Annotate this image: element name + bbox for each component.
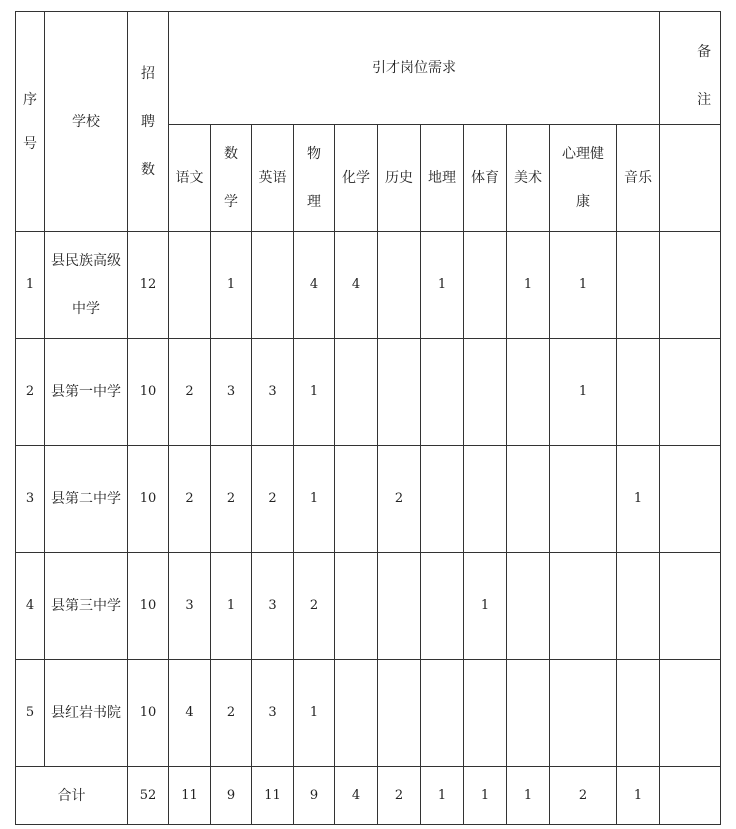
row-subject-value [550, 446, 617, 553]
row-recruit-count: 10 [128, 339, 169, 446]
total-subject-value: 9 [211, 767, 252, 825]
row-subject-value [507, 446, 550, 553]
row-seq: 2 [16, 339, 45, 446]
total-remark [660, 767, 721, 825]
row-subject-value [421, 446, 464, 553]
row-subject-value: 1 [211, 232, 252, 339]
subject-header: 物理 [294, 125, 335, 232]
row-recruit-count: 10 [128, 553, 169, 660]
row-subject-value: 1 [617, 446, 660, 553]
row-subject-value: 3 [252, 660, 294, 767]
subject-header: 音乐 [617, 125, 660, 232]
row-subject-value [378, 339, 421, 446]
row-subject-value [617, 339, 660, 446]
row-remark [660, 660, 721, 767]
subject-header: 历史 [378, 125, 421, 232]
row-seq: 4 [16, 553, 45, 660]
table-row [16, 339, 721, 446]
row-subject-value [507, 339, 550, 446]
row-subject-value: 1 [294, 339, 335, 446]
row-subject-value [617, 232, 660, 339]
total-subject-value: 1 [464, 767, 507, 825]
row-recruit-count: 10 [128, 446, 169, 553]
row-subject-value [507, 660, 550, 767]
row-subject-value [252, 232, 294, 339]
header-school: 学校 [45, 12, 128, 232]
row-subject-value [421, 553, 464, 660]
subject-header: 体育 [464, 125, 507, 232]
row-subject-value: 2 [378, 446, 421, 553]
row-remark [660, 553, 721, 660]
row-subject-value: 2 [169, 446, 211, 553]
row-subject-value: 4 [335, 232, 378, 339]
table-row [16, 660, 721, 767]
row-subject-value: 3 [252, 553, 294, 660]
row-subject-value: 4 [169, 660, 211, 767]
subject-header-remark-blank [660, 125, 721, 232]
row-subject-value: 1 [421, 232, 464, 339]
row-subject-value [378, 660, 421, 767]
row-subject-value [550, 660, 617, 767]
row-subject-value [617, 553, 660, 660]
total-subject-value: 1 [507, 767, 550, 825]
row-subject-value [464, 339, 507, 446]
row-school: 县民族高级中学 [45, 232, 128, 339]
row-recruit-count: 12 [128, 232, 169, 339]
subject-header: 数学 [211, 125, 252, 232]
total-subject-value: 2 [378, 767, 421, 825]
row-subject-value [617, 660, 660, 767]
row-subject-value [421, 660, 464, 767]
row-subject-value: 1 [464, 553, 507, 660]
row-school: 县第三中学 [45, 553, 128, 660]
header-row-1 [16, 12, 721, 125]
row-subject-value: 3 [211, 339, 252, 446]
row-subject-value: 3 [169, 553, 211, 660]
row-subject-value: 2 [211, 660, 252, 767]
row-remark [660, 232, 721, 339]
total-label: 合计 [16, 767, 128, 825]
header-recruit-count: 招聘数 [128, 12, 169, 232]
row-subject-value [550, 553, 617, 660]
row-subject-value [507, 553, 550, 660]
row-subject-value: 1 [294, 660, 335, 767]
subject-header: 美术 [507, 125, 550, 232]
row-subject-value: 1 [507, 232, 550, 339]
total-subject-value: 11 [169, 767, 211, 825]
row-subject-value [335, 339, 378, 446]
row-seq: 1 [16, 232, 45, 339]
total-subject-value: 11 [252, 767, 294, 825]
row-subject-value [169, 232, 211, 339]
header-remark: 备注 [660, 12, 721, 125]
header-seq: 序号 [16, 12, 45, 232]
total-subject-value: 1 [617, 767, 660, 825]
total-subject-value: 2 [550, 767, 617, 825]
row-subject-value: 1 [211, 553, 252, 660]
row-recruit-count: 10 [128, 660, 169, 767]
row-seq: 5 [16, 660, 45, 767]
table-row [16, 553, 721, 660]
recruitment-table [15, 11, 721, 825]
row-subject-value: 2 [211, 446, 252, 553]
table-row [16, 446, 721, 553]
row-subject-value [378, 232, 421, 339]
subject-header: 地理 [421, 125, 464, 232]
total-row [16, 767, 721, 825]
row-subject-value: 4 [294, 232, 335, 339]
row-subject-value [464, 446, 507, 553]
row-subject-value [464, 660, 507, 767]
row-subject-value: 1 [550, 339, 617, 446]
row-remark [660, 446, 721, 553]
row-subject-value: 2 [169, 339, 211, 446]
row-subject-value: 3 [252, 339, 294, 446]
subject-header: 语文 [169, 125, 211, 232]
row-subject-value: 1 [550, 232, 617, 339]
table-row [16, 232, 721, 339]
row-subject-value: 2 [294, 553, 335, 660]
row-school: 县第二中学 [45, 446, 128, 553]
row-school: 县红岩书院 [45, 660, 128, 767]
subject-header: 化学 [335, 125, 378, 232]
row-subject-value [335, 553, 378, 660]
row-seq: 3 [16, 446, 45, 553]
row-subject-value [421, 339, 464, 446]
total-subject-value: 9 [294, 767, 335, 825]
row-subject-value [335, 660, 378, 767]
row-remark [660, 339, 721, 446]
subject-header: 心理健康 [550, 125, 617, 232]
row-subject-value [378, 553, 421, 660]
total-subject-value: 1 [421, 767, 464, 825]
total-count: 52 [128, 767, 169, 825]
total-subject-value: 4 [335, 767, 378, 825]
row-subject-value: 2 [252, 446, 294, 553]
subject-header: 英语 [252, 125, 294, 232]
row-subject-value [335, 446, 378, 553]
row-school: 县第一中学 [45, 339, 128, 446]
row-subject-value [464, 232, 507, 339]
row-subject-value: 1 [294, 446, 335, 553]
header-demand-title: 引才岗位需求 [169, 12, 660, 125]
